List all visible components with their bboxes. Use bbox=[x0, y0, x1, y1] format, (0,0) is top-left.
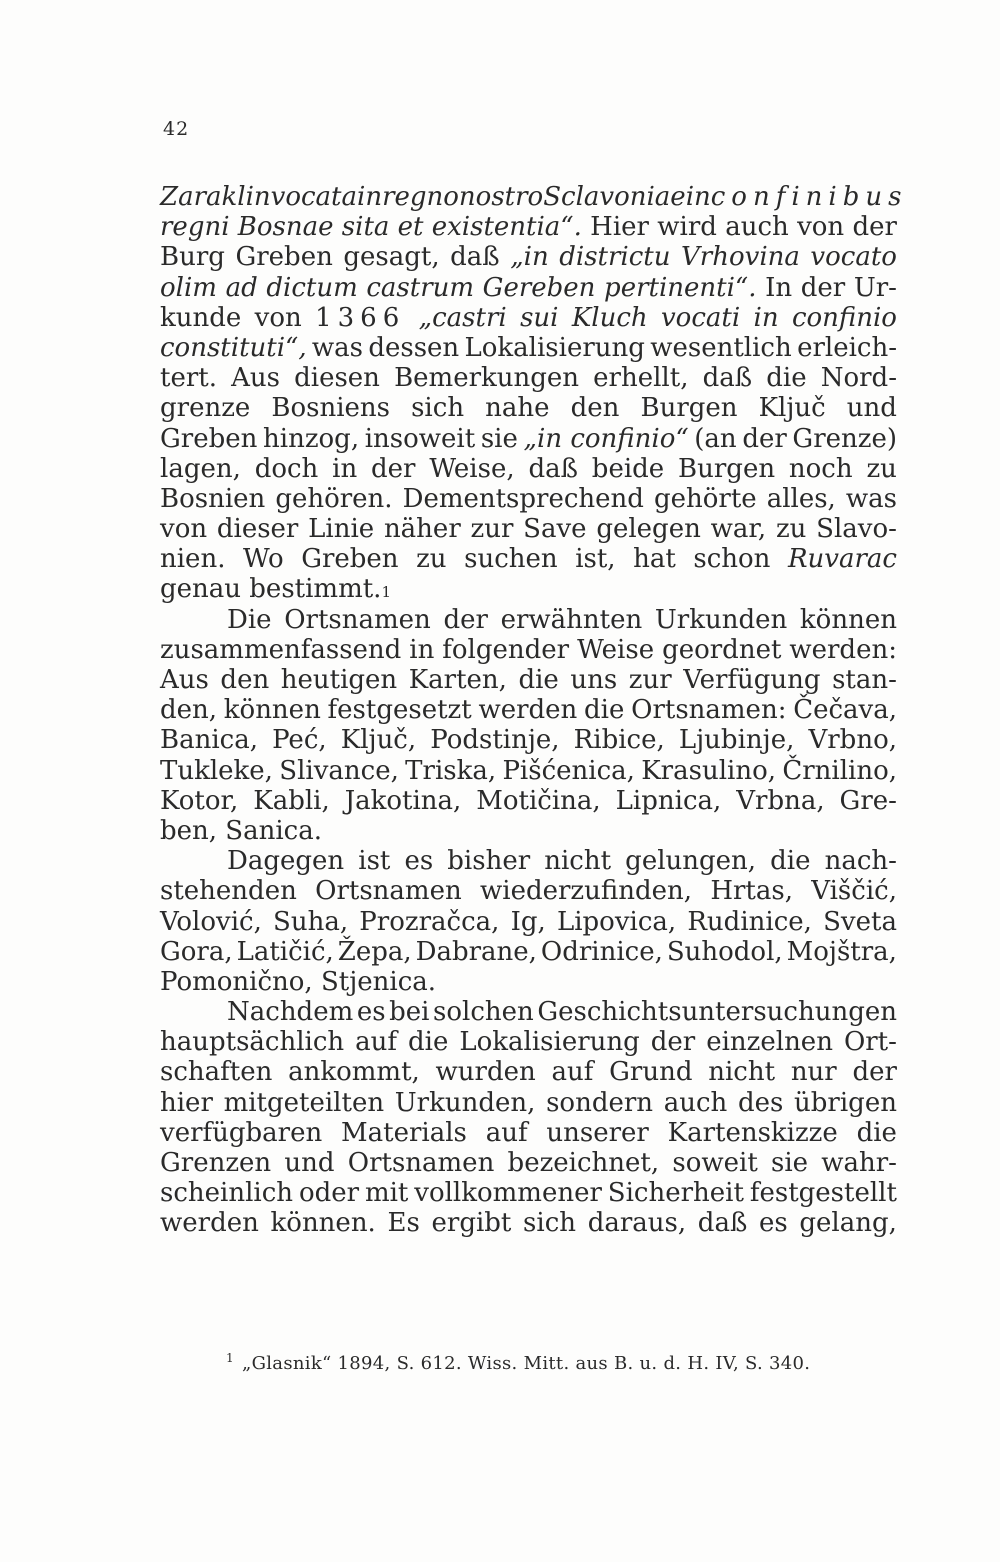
word: Greben bbox=[160, 423, 258, 454]
word: Geschichtsuntersuchungen bbox=[537, 997, 897, 1028]
word: wird bbox=[657, 212, 717, 243]
author-name: Ruvarac bbox=[787, 544, 897, 575]
place-name: Suha, bbox=[273, 906, 349, 937]
text-line bbox=[160, 1208, 897, 1238]
word: ist bbox=[358, 846, 391, 877]
word: geordnet bbox=[662, 634, 782, 665]
text-line bbox=[160, 393, 897, 423]
word: der bbox=[800, 272, 846, 303]
word: werden: bbox=[789, 634, 897, 665]
word: sich bbox=[523, 1208, 577, 1239]
latin-word: Zaraklin bbox=[160, 182, 271, 212]
word: Burgen bbox=[678, 453, 776, 484]
word: können. bbox=[270, 1208, 376, 1239]
word: und bbox=[284, 1148, 335, 1178]
word: was bbox=[311, 332, 364, 363]
word: der bbox=[852, 1057, 897, 1088]
text-line bbox=[160, 665, 897, 695]
word: erleich- bbox=[797, 332, 897, 363]
word: Ortsnamen bbox=[284, 604, 431, 635]
word: Nachdem bbox=[227, 997, 354, 1028]
latin-word: „in bbox=[510, 242, 549, 273]
text-line bbox=[160, 303, 897, 333]
word: den, bbox=[160, 695, 218, 726]
word: auf bbox=[551, 1057, 594, 1088]
word: Ortsnamen: bbox=[631, 695, 787, 726]
word: grenze bbox=[160, 393, 251, 424]
place-name: Rudinice, bbox=[687, 906, 812, 937]
word: sie bbox=[770, 1148, 809, 1178]
word: es bbox=[356, 997, 386, 1028]
word: die bbox=[766, 363, 807, 394]
word: hier bbox=[160, 1087, 213, 1118]
place-name: Odrinice, bbox=[540, 936, 663, 967]
word: lagen, bbox=[160, 453, 241, 484]
latin-word: districtu bbox=[559, 242, 671, 273]
word: der bbox=[443, 604, 488, 635]
word: werden bbox=[478, 695, 578, 726]
word: Es bbox=[387, 1208, 420, 1239]
word: werden bbox=[160, 1208, 259, 1239]
word: Kartenskizze bbox=[667, 1117, 838, 1148]
text-line bbox=[160, 1178, 897, 1208]
place-name: Krasulino, bbox=[641, 755, 776, 786]
place-name: Dabrane, bbox=[415, 936, 537, 967]
text-line bbox=[160, 484, 897, 514]
word: zu bbox=[775, 514, 807, 545]
word: was bbox=[845, 483, 897, 514]
latin-word: olim bbox=[160, 272, 217, 303]
word: Dementsprechend bbox=[402, 483, 644, 514]
latin-word: in bbox=[753, 302, 779, 333]
word: nach- bbox=[824, 846, 897, 877]
latin-word: in bbox=[357, 182, 383, 212]
footnote-text: „Glasnik“ 1894, S. 612. Wiss. Mitt. aus B. u. d. H. IV, S. 340. bbox=[241, 1353, 811, 1374]
word: gelungen, bbox=[625, 846, 757, 877]
word: der bbox=[742, 423, 787, 454]
word: solchen bbox=[433, 997, 534, 1028]
word: doch bbox=[254, 453, 319, 484]
text-line bbox=[160, 605, 897, 635]
place-name: Lipnica, bbox=[615, 785, 722, 816]
word: zusammenfassend bbox=[160, 634, 402, 665]
word: stehenden bbox=[160, 876, 297, 907]
place-name: Hrtas, bbox=[710, 876, 793, 907]
place-name: Vrbno, bbox=[808, 725, 897, 756]
word: folgender bbox=[442, 634, 570, 665]
word: es bbox=[404, 846, 434, 877]
word: des bbox=[737, 1087, 784, 1118]
word: soweit bbox=[672, 1148, 758, 1178]
page-number: 42 bbox=[163, 118, 190, 140]
word: suchen bbox=[464, 544, 558, 575]
word: gelegen bbox=[596, 514, 701, 545]
latin-word: in bbox=[685, 182, 711, 212]
text-line bbox=[160, 363, 897, 393]
word: gesagt, bbox=[343, 242, 440, 273]
word: Nord- bbox=[820, 363, 897, 394]
text-line bbox=[160, 756, 897, 786]
word: sich bbox=[411, 393, 465, 424]
place-name: Vrbna, bbox=[736, 785, 825, 816]
latin-word: sui bbox=[520, 302, 559, 333]
word: zur bbox=[628, 665, 672, 695]
place-name: Ključ, bbox=[340, 725, 417, 756]
word: wurden bbox=[435, 1057, 536, 1088]
word: von bbox=[160, 514, 208, 545]
text-line bbox=[160, 1027, 897, 1057]
latin-word: constituti“, bbox=[160, 332, 307, 363]
word: nicht bbox=[544, 846, 612, 877]
place-name: Gora, bbox=[160, 936, 233, 967]
footnote-mark: 1 bbox=[226, 1351, 234, 1365]
word: den bbox=[570, 393, 620, 424]
text-line bbox=[160, 967, 897, 997]
word: Grund bbox=[609, 1057, 693, 1088]
word: zu bbox=[416, 544, 447, 575]
word: tert. bbox=[160, 363, 217, 394]
place-name: Žepa, bbox=[337, 936, 412, 967]
word: gehörte bbox=[653, 483, 757, 514]
word: können bbox=[799, 604, 897, 635]
text-line bbox=[160, 635, 897, 665]
word: Aus bbox=[160, 665, 209, 695]
place-name: Mojštra, bbox=[786, 936, 897, 967]
word: Bosnien bbox=[160, 483, 266, 514]
word: Karten, bbox=[408, 665, 507, 695]
word: die bbox=[856, 1117, 897, 1148]
word: Ortsnamen bbox=[347, 1148, 495, 1178]
place-name: Latičić, bbox=[236, 936, 334, 967]
word: der bbox=[650, 1027, 696, 1058]
word: Bosniens bbox=[271, 393, 391, 424]
word: Verfügung bbox=[683, 665, 821, 695]
word: nur bbox=[790, 1057, 837, 1088]
latin-word: „castri bbox=[418, 302, 507, 333]
latin-word: pertinenti“. bbox=[604, 272, 757, 303]
text-line bbox=[160, 424, 897, 454]
text-line bbox=[160, 695, 897, 725]
latin-word: Gereben bbox=[482, 272, 596, 303]
word: festgesetzt bbox=[327, 695, 472, 726]
word: ergibt bbox=[431, 1208, 512, 1239]
word: wesentlich bbox=[650, 332, 792, 363]
word: dessen bbox=[368, 332, 460, 363]
word: in bbox=[332, 453, 358, 484]
place-name: Gre- bbox=[839, 785, 897, 816]
word: festgestellt bbox=[749, 1178, 897, 1209]
word: Wo bbox=[243, 544, 284, 575]
word: sondern bbox=[546, 1087, 654, 1118]
word: daß bbox=[450, 242, 500, 273]
word: es bbox=[758, 1208, 788, 1239]
text-line bbox=[160, 1088, 897, 1118]
place-name: Banica, bbox=[160, 725, 258, 756]
word: mit bbox=[364, 1178, 409, 1209]
word: Ur- bbox=[853, 272, 897, 303]
place-name: Lipovica, bbox=[556, 906, 677, 937]
word: Grenzen bbox=[160, 1148, 272, 1178]
word: mitgeteilten bbox=[223, 1087, 385, 1118]
place-name: Jakotina, bbox=[344, 785, 462, 816]
word: der bbox=[852, 212, 897, 243]
word: in bbox=[409, 634, 435, 665]
word: näher bbox=[383, 514, 461, 545]
word: Hier bbox=[590, 212, 649, 243]
word: (an bbox=[694, 423, 737, 454]
word: ankommt, bbox=[288, 1057, 420, 1088]
latin-word: Vrhovina bbox=[681, 242, 800, 273]
text-line bbox=[160, 816, 897, 846]
place-name: Kabli, bbox=[253, 785, 330, 816]
word: die bbox=[408, 1027, 449, 1058]
text-line: genau bestimmt. 1 bbox=[160, 574, 391, 605]
word: wiederzufinden, bbox=[480, 876, 693, 907]
word: Linie bbox=[308, 514, 375, 545]
word: Urkunden, bbox=[394, 1087, 536, 1118]
phrase: genau bestimmt. bbox=[160, 574, 382, 605]
latin-word: confinio bbox=[791, 302, 897, 333]
text-line bbox=[160, 273, 897, 303]
word: daß bbox=[697, 1208, 748, 1239]
word: Ortsnamen bbox=[315, 876, 462, 907]
word: gelang, bbox=[799, 1208, 897, 1239]
latin-phrase: „in confinio“ bbox=[523, 423, 689, 454]
word: daß bbox=[528, 453, 578, 484]
text-line bbox=[160, 333, 897, 363]
word: war, bbox=[710, 514, 767, 545]
word: Lokalisierung bbox=[464, 332, 645, 363]
text-line bbox=[160, 937, 897, 967]
place-name: Ljubinje, bbox=[678, 725, 795, 756]
place-name: Volović, bbox=[160, 906, 262, 937]
word: bisher bbox=[447, 846, 531, 877]
latin-word: ad bbox=[225, 272, 258, 303]
word: wahr- bbox=[821, 1148, 897, 1178]
place-name: Sveta bbox=[823, 906, 897, 937]
word: Die bbox=[227, 604, 272, 635]
year: 1366 bbox=[315, 302, 406, 333]
word: daraus, bbox=[587, 1208, 687, 1239]
text-line bbox=[160, 846, 897, 876]
word: Urkunden bbox=[654, 604, 788, 635]
word: Bemerkungen bbox=[394, 363, 580, 394]
word: nahe bbox=[485, 393, 550, 424]
latin-word: Sclavoniae bbox=[543, 182, 686, 212]
word: Greben bbox=[301, 544, 399, 575]
word: vollkommener bbox=[414, 1178, 602, 1209]
word: scheinlich bbox=[160, 1178, 294, 1209]
place-name: Ribice, bbox=[573, 725, 665, 756]
word: Dagegen bbox=[227, 846, 345, 877]
word: Slavo- bbox=[816, 514, 897, 545]
word: von bbox=[797, 212, 845, 243]
word: auf bbox=[485, 1117, 528, 1148]
text-line bbox=[160, 1148, 897, 1178]
word: hinzog, bbox=[263, 423, 360, 454]
latin-word: Kluch bbox=[571, 302, 648, 333]
text-line bbox=[160, 786, 897, 816]
place-name: Pišćenica, bbox=[502, 755, 635, 786]
word: auch bbox=[725, 212, 789, 243]
latin-word: nostro bbox=[458, 182, 544, 212]
place-name: Tukleke, bbox=[160, 755, 273, 786]
text-line bbox=[160, 212, 897, 242]
word: Ključ bbox=[758, 393, 826, 424]
place-name: Slivance, bbox=[279, 755, 399, 786]
word: zu bbox=[866, 453, 897, 484]
word: gehören. bbox=[275, 483, 393, 514]
place-name: Čečava, bbox=[793, 695, 897, 726]
word: bezeichnet, bbox=[507, 1148, 660, 1178]
word: und bbox=[846, 393, 897, 424]
place-name: Kotor, bbox=[160, 785, 239, 816]
latin-word: vocati bbox=[660, 302, 741, 333]
word: Lokalisierung bbox=[459, 1027, 640, 1058]
word: Ort- bbox=[843, 1027, 897, 1058]
word: können bbox=[223, 695, 321, 726]
latin-word: vocata bbox=[270, 182, 357, 212]
body-text bbox=[160, 182, 908, 1239]
phrase: ben, Sanica. bbox=[160, 815, 323, 846]
text-line bbox=[160, 997, 897, 1027]
place-name: Podstinje, bbox=[430, 725, 560, 756]
latin-word: regno bbox=[382, 182, 459, 212]
word: übrigen bbox=[794, 1087, 897, 1118]
word: nicht bbox=[708, 1057, 776, 1088]
word: schon bbox=[693, 544, 771, 575]
word: sie bbox=[480, 423, 518, 454]
word: Aus bbox=[231, 363, 280, 394]
word: daß bbox=[702, 363, 753, 394]
word: die bbox=[584, 695, 625, 726]
word: heutigen bbox=[280, 665, 398, 695]
word: Grenze) bbox=[792, 423, 897, 454]
word: insoweit bbox=[364, 423, 476, 454]
place-name: Peć, bbox=[272, 725, 327, 756]
word: nien. bbox=[160, 544, 226, 575]
text-line bbox=[160, 242, 897, 272]
footnote bbox=[226, 1351, 896, 1374]
word: Sicherheit bbox=[607, 1178, 744, 1209]
word: kunde bbox=[160, 302, 242, 333]
word: diesen bbox=[294, 363, 380, 394]
latin-word: castrum bbox=[366, 272, 475, 303]
word: ist, bbox=[575, 544, 616, 575]
text-line bbox=[160, 1118, 897, 1148]
text-line bbox=[160, 182, 908, 212]
text-line bbox=[160, 454, 897, 484]
word: uns bbox=[570, 665, 618, 695]
word: die bbox=[518, 665, 559, 695]
place-name: Črnilino, bbox=[782, 755, 897, 786]
word: Materials bbox=[341, 1117, 467, 1148]
word: In bbox=[765, 272, 793, 303]
word: erwähnten bbox=[500, 604, 643, 635]
word: beide bbox=[591, 453, 665, 484]
word: Burgen bbox=[640, 393, 738, 424]
word: stan- bbox=[832, 665, 897, 695]
word: von bbox=[254, 302, 302, 333]
word: verfügbaren bbox=[160, 1117, 323, 1148]
latin-word: dictum bbox=[266, 272, 358, 303]
word: auch bbox=[663, 1087, 728, 1118]
word: zur bbox=[470, 514, 514, 545]
phrase: Pomonično, Stjenica. bbox=[160, 966, 437, 997]
text-line bbox=[160, 514, 897, 544]
word: dieser bbox=[216, 514, 299, 545]
text-line bbox=[160, 544, 897, 574]
word: hat bbox=[633, 544, 676, 575]
latin-word: vocato bbox=[810, 242, 897, 273]
place-name: Motičina, bbox=[476, 785, 601, 816]
word: der bbox=[371, 453, 416, 484]
place-name: Prozračca, bbox=[359, 906, 500, 937]
word: schaften bbox=[160, 1057, 273, 1088]
text-line bbox=[160, 876, 897, 906]
word: noch bbox=[788, 453, 853, 484]
word: den bbox=[220, 665, 270, 695]
text-line bbox=[160, 907, 897, 937]
word: oder bbox=[298, 1178, 360, 1209]
place-name: Triska, bbox=[405, 755, 497, 786]
word: Burg bbox=[160, 242, 225, 273]
word: erhellt, bbox=[593, 363, 689, 394]
text-line bbox=[160, 725, 897, 755]
word: die bbox=[770, 846, 811, 877]
word: hauptsächlich bbox=[160, 1027, 345, 1058]
latin-phrase: regni Bosnae sita et existentia“. bbox=[160, 212, 582, 243]
word: Weise bbox=[577, 634, 655, 665]
word: Greben bbox=[235, 242, 333, 273]
word: Save bbox=[523, 514, 587, 545]
word: unserer bbox=[546, 1117, 649, 1148]
word: Weise, bbox=[429, 453, 515, 484]
place-name: Viščić, bbox=[811, 876, 897, 907]
place-name: Suhodol, bbox=[666, 936, 783, 967]
word: alles, bbox=[766, 483, 836, 514]
word: bei bbox=[389, 997, 430, 1028]
place-name: Ig, bbox=[510, 906, 546, 937]
word: einzelnen bbox=[706, 1027, 833, 1058]
latin-word-spaced: confinibus bbox=[710, 182, 908, 212]
word: auf bbox=[355, 1027, 398, 1058]
text-line bbox=[160, 1057, 897, 1087]
